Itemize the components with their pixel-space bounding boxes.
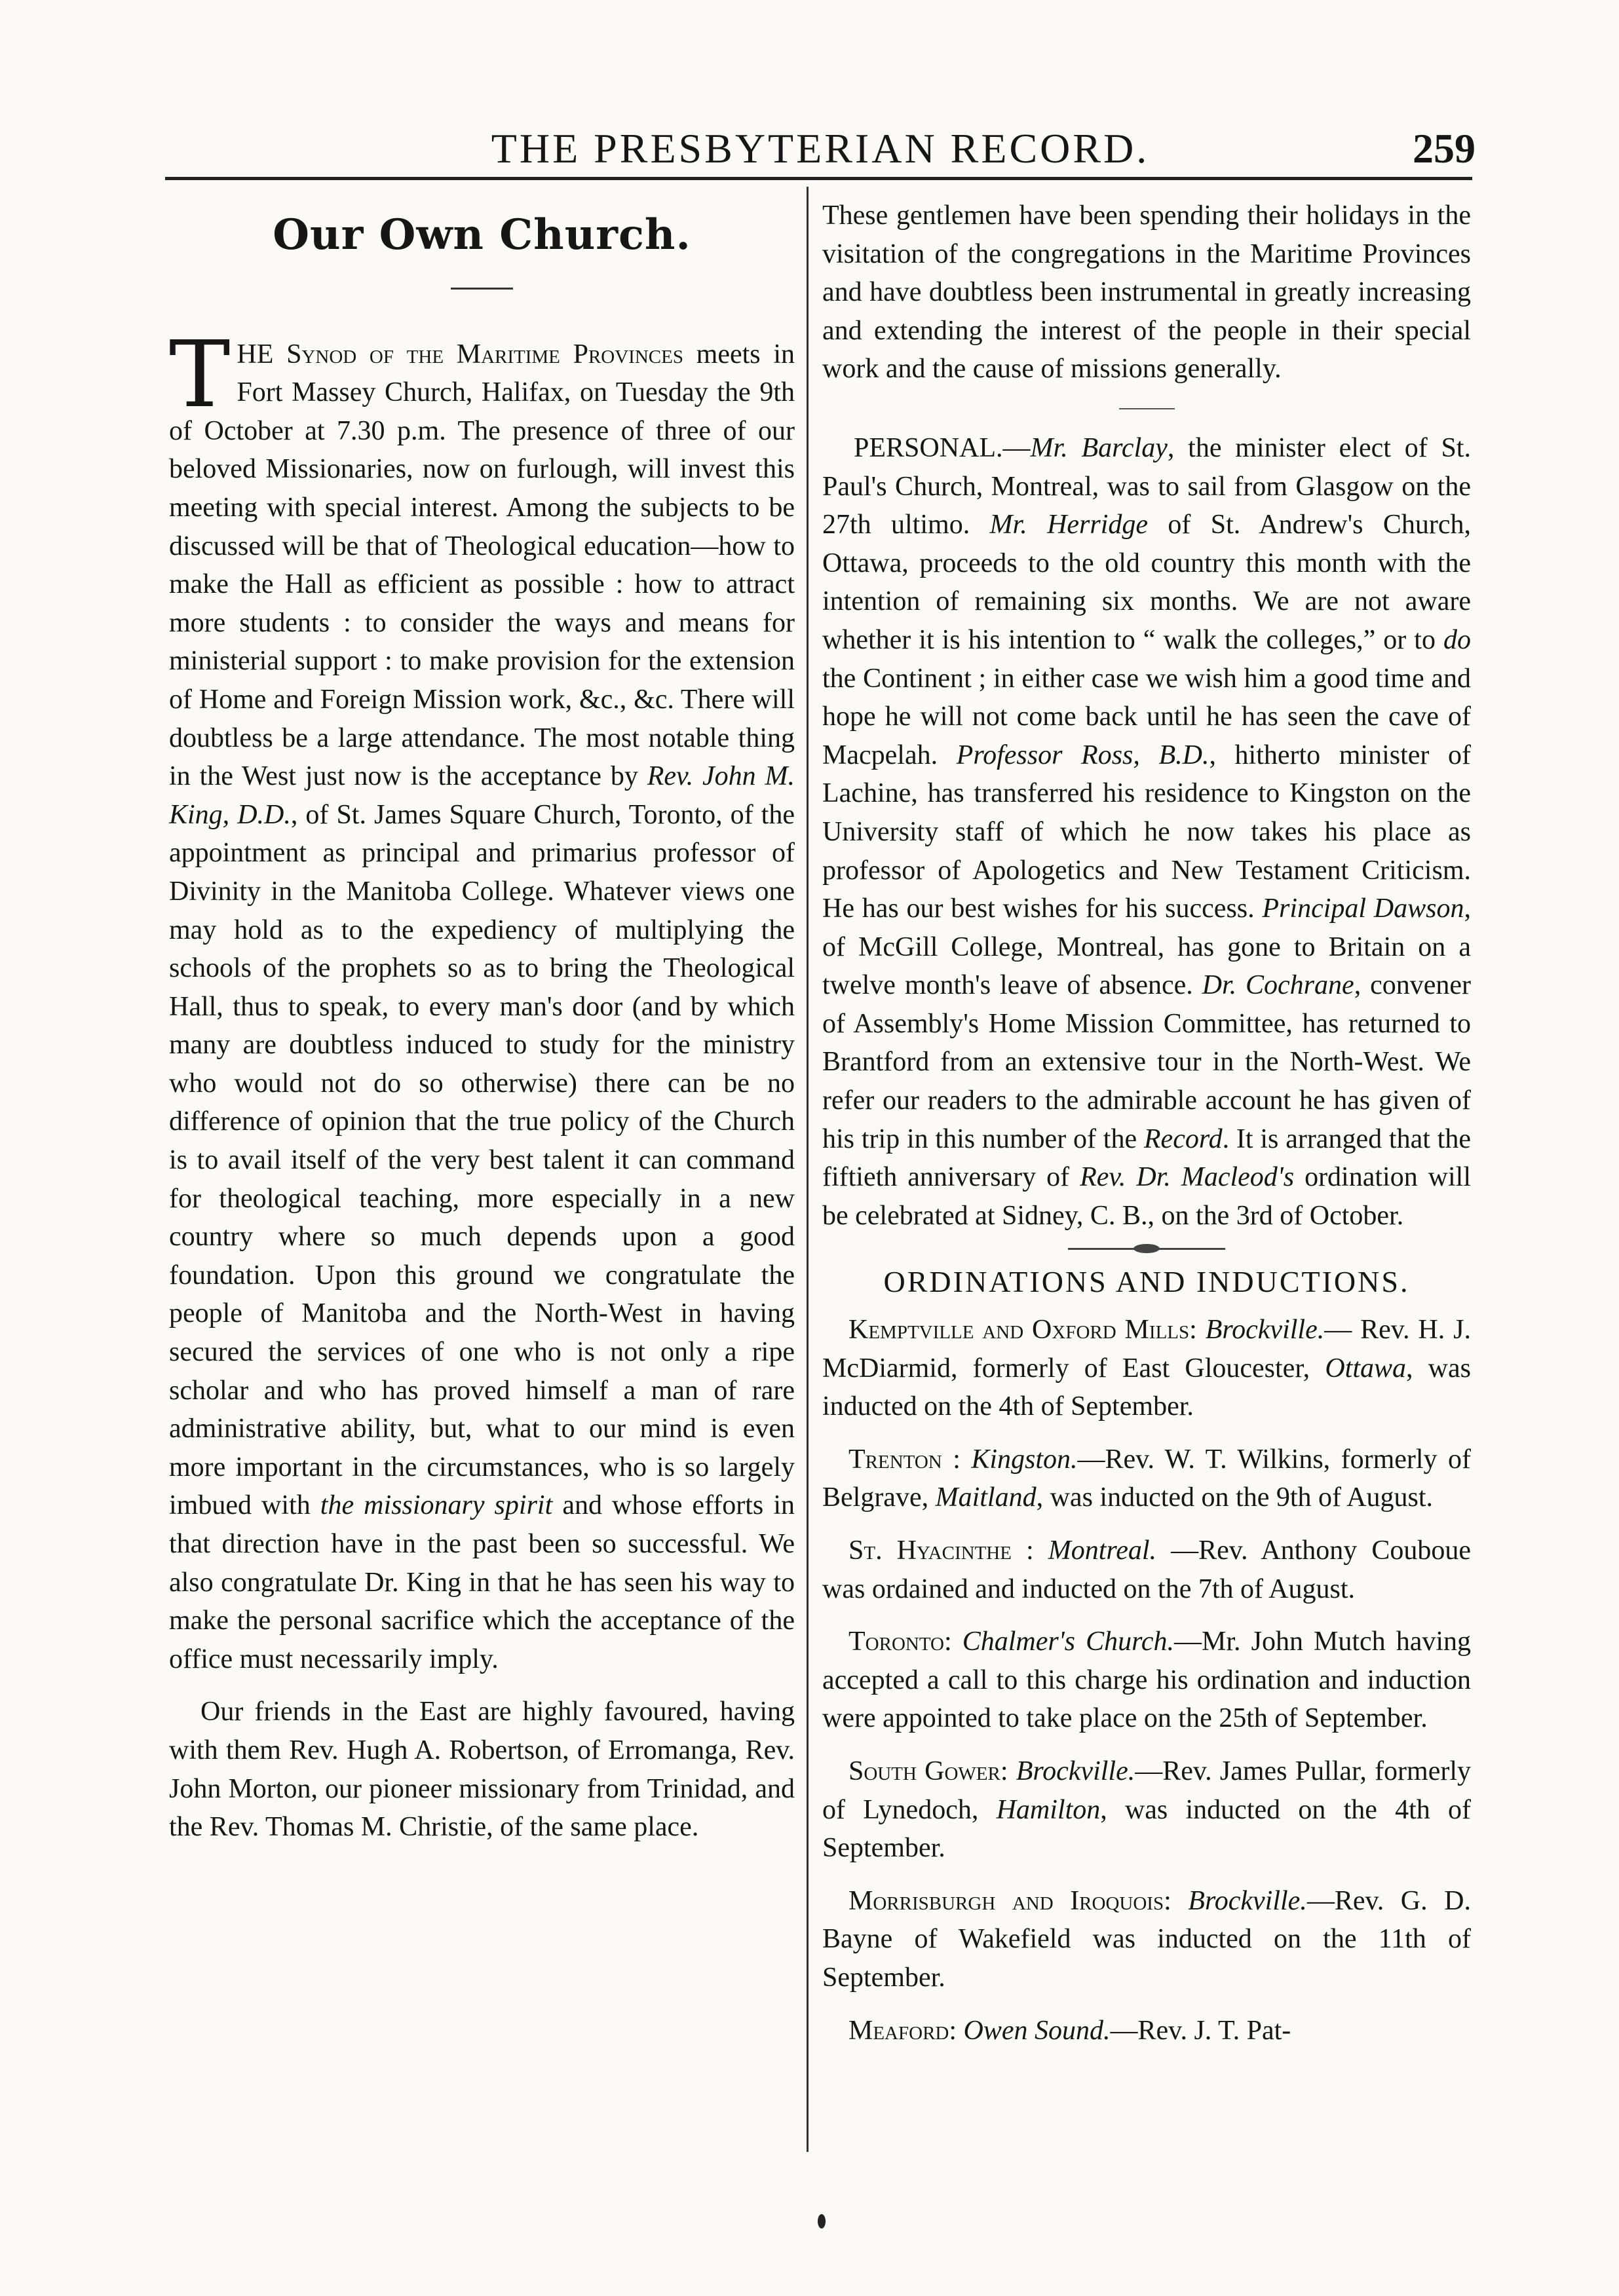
cochrane: Dr. Cochrane (1202, 970, 1354, 1001)
barclay: Mr. Barclay (1030, 432, 1168, 463)
record: Record (1143, 1123, 1223, 1154)
personal-text: , hitherto minister of Lachine, has transferred his residence to Kingston on the University staff of which he now takes his place as professor of Apologetics and New Testament Criticism. He has our best wishes for his success. (822, 740, 1471, 924)
right-column (822, 197, 1471, 2050)
header-rule (165, 177, 1472, 180)
personal-text: ordination will be celebrated at Sidney, C. B., on the 3rd of October. (822, 1162, 1472, 1231)
synod-text-2: , of St. James Square Church, Toronto, of the appointment as principal and primarius professor of Divinity in the Manitoba College. Whatever views one may hold as to the expediency of multiplying the schools of the prophets so as to bring the Theological Hall, thus to speak, to every man's door (and by which many are doubtless induced to study for the ministry who would not do so otherwise) there can be no difference of opinion that the true policy of the Church is to avail itself of the very best talent it can command for theological teaching, more especially in a new country where so much depends upon a good foundation. Upon this ground we congratulate the people of Manitoba and the North-West in having secured the services of one who is not only a ripe scholar and who has proved himself a man of rare administrative ability, but, what to our mind is even more important in the circumstances, who is so largely imbued with (169, 799, 795, 1521)
entry-presbytery: Brockville. (1205, 1315, 1325, 1346)
entry-place: St. Hyacinthe (848, 1535, 1012, 1566)
personal-text: of St. Andrew's Church, Ottawa, proceeds to the old country this month with the intention of remaining six months. We are not aware whether it is his intention to “ walk the colleges,” or to (822, 510, 1471, 655)
heading-rule (451, 288, 513, 290)
herridge: Mr. Herridge (989, 510, 1149, 540)
east-paragraph: Our friends in the East are highly favoured, having with them Rev. Hugh A. Robertson, of Erromanga, Rev. John Morton, our pioneer missionary from Trinidad, and the Rev. Thomas M. Christie, of the same place. (169, 1697, 795, 1843)
entry-text: —Rev. Anthony Couboue was ordained and inducted on the 7th of August. (822, 1535, 1472, 1604)
entry-place: Meaford (848, 2015, 949, 2046)
entry-south-gower: South Gower: Brockville.—Rev. James Pullar, formerly of Lynedoch, Hamilton, was inducted on the 4th of September. (822, 1756, 1472, 1864)
personal-text: the Continent ; in either case we wish him a good time and hope he will not come back until he has seen the cave of Macpelah. (822, 663, 1471, 770)
page-number: 259 (1413, 125, 1476, 172)
personal-text: , the minister elect of St. Paul's Church, Montreal, was to sail from Glasgow on the 27th ultimo. (822, 432, 1471, 540)
separator-rule (1119, 408, 1175, 409)
entry-place: Toronto (848, 1627, 944, 1657)
entry-text: —Rev. W. T. Wilkins, formerly of Belgrave, (822, 1444, 1471, 1513)
drop-cap: T (169, 321, 231, 428)
personal-text: , of McGill College, Montreal, has gone to Britain on a twelve month's leave of absence. (822, 894, 1471, 1001)
entry-meaford: Meaford: Owen Sound.—Rev. J. T. Pat- (848, 2015, 1291, 2046)
personal-label: PERSONAL. (854, 432, 1003, 463)
personal-paragraph (822, 429, 1471, 1235)
entry-place: Kemptville and Oxford Mills (848, 1315, 1190, 1346)
entry-place: Trenton (848, 1444, 942, 1475)
entry-trenton: Trenton : Kingston.—Rev. W. T. Wilkins, formerly of Belgrave, Maitland, was inducted on the 9th of August. (822, 1444, 1471, 1513)
entry-text: —Rev. James Pullar, formerly of Lynedoch, (822, 1756, 1472, 1825)
entry-presbytery: Kingston. (971, 1444, 1078, 1475)
ink-mark (818, 2214, 826, 2229)
missionary-spirit: the missionary spirit (320, 1490, 553, 1521)
macleod: Rev. Dr. Macleod's (1080, 1162, 1295, 1193)
personal-text: . It is arranged that the fiftieth anniversary of (822, 1123, 1471, 1193)
entry-em: Maitland (935, 1482, 1037, 1513)
entry-place: Morrisburgh and Iroquois (848, 1885, 1164, 1916)
column-divider (807, 187, 809, 2152)
entry-presbytery: Owen Sound. (963, 2015, 1111, 2046)
left-column (169, 197, 795, 1847)
personal-text: — (1002, 432, 1031, 463)
synod-paragraph (169, 321, 795, 1679)
entry-text: , was inducted on the 9th of August. (1036, 1482, 1434, 1513)
continued-paragraph: These gentlemen have been spending their holidays in the visitation of the congregations in the Maritime Provinces and have doubtless been instrumental in greatly increasing and extending the interest of the people in their special work and the cause of missions generally. (822, 200, 1471, 385)
do-em: do (1443, 624, 1471, 655)
entry-text: —Mr. John Mutch having accepted a call to this charge his ordination and induction were appointed to take place on the 25th of September. (822, 1627, 1472, 1734)
king-name: Rev. John M. King, D.D. (169, 761, 795, 830)
entry-text: —Rev. G. D. Bayne of Wakefield was inducted on the 11th of September. (822, 1885, 1471, 1993)
personal-text: , convener of Assembly's Home Mission Committee, has returned to Brantford from an extensive tour in the North-West. We refer our readers to the admirable account he has given of his trip in this number of the (822, 970, 1471, 1154)
entry-place: South Gower (848, 1756, 1000, 1786)
dawson: Principal Dawson (1262, 894, 1464, 924)
ordinations-title: ORDINATIONS AND INDUCTIONS. (883, 1265, 1410, 1299)
synod-text: meets in Fort Massey Church, Halifax, on Tuesday the 9th of October at 7.30 p.m. The presence of three of our beloved Missionaries, now on furlough, will invest this meeting with special interest. Among the subjects to be discussed will be that of Theological education—how to make the Hall as efficient as possible : how to attract more students : to consider the ways and means for ministerial support : to make provision for the extension of Home and Foreign Mission work, &c., &c. There will doubtless be a large attendance. The most notable thing in the West just now is the acceptance by (169, 339, 795, 792)
entry-presbytery: Chalmer's Church. (962, 1627, 1175, 1657)
entry-presbytery: Brockville. (1016, 1756, 1135, 1786)
entry-kemptville: Kemptville and Oxford Mills: Brockville.— Rev. H. J. McDiarmid, formerly of East Gloucester, Ottawa, was inducted on the 4th of September. (822, 1315, 1472, 1422)
section-heading: Our Own Church. (273, 210, 691, 259)
journal-title: THE PRESBYTERIAN RECORD. (491, 125, 1150, 172)
synod-text-3: and whose efforts in that direction have in the past been so successful. We also congratulate Dr. King in that he has seen his way to make the personal sacrifice which the acceptance of the office must necessarily imply. (169, 1490, 795, 1674)
entry-text: —Rev. J. T. Pat- (1110, 2015, 1291, 2046)
entry-morrisburgh: Morrisburgh and Iroquois: Brockville.—Rev. G. D. Bayne of Wakefield was inducted on the 11th of September. (822, 1885, 1471, 1993)
ornament-rule (1068, 1248, 1225, 1250)
synod-lead: HE Synod of the Maritime Provinces (237, 339, 683, 369)
entry-text: , was inducted on the 4th of September. (822, 1353, 1471, 1422)
entry-st-hyacinthe: St. Hyacinthe : Montreal. —Rev. Anthony Couboue was ordained and inducted on the 7th of August. (822, 1535, 1472, 1604)
entry-em: Ottawa (1325, 1353, 1406, 1383)
entry-toronto: Toronto: Chalmer's Church.—Mr. John Mutch having accepted a call to this charge his ordination and induction were appointed to take place on the 25th of September. (822, 1627, 1472, 1734)
entry-em: Hamilton (996, 1794, 1101, 1825)
running-header (165, 111, 1476, 183)
ross: Professor Ross, B.D. (956, 740, 1209, 770)
entry-presbytery: Brockville. (1188, 1885, 1307, 1916)
entry-presbytery: Montreal. (1048, 1535, 1157, 1566)
entry-text: — Rev. H. J. McDiarmid, formerly of East Gloucester, (822, 1315, 1472, 1383)
entry-text: , was inducted on the 4th of September. (822, 1794, 1471, 1864)
